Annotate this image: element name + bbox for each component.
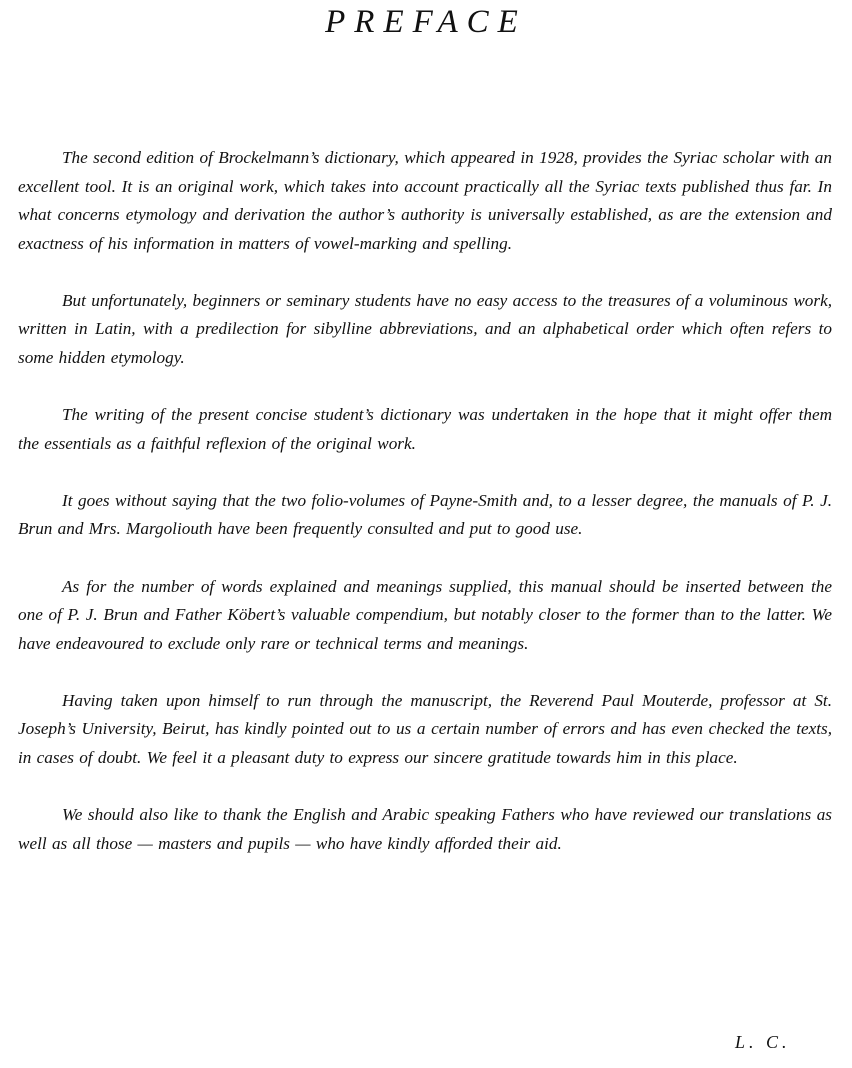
paragraph-4: It goes without saying that the two folio-volumes of Payne-Smith and, to a lesser degree, the manuals of P. J. Brun and Mrs. Margoliouth have been frequently consulted and put to good use.: [18, 490, 832, 539]
preface-body: [18, 144, 832, 887]
paragraph-6: Having taken upon himself to run through the manuscript, the Reverend Paul Mouterde, professor at St. Joseph’s University, Beirut, has kindly pointed out to us a certain number of errors and has even checked the texts, in cases of doubt. We feel it a pleasant duty to express our sincere gratitude towards him in this place.: [18, 690, 832, 767]
paragraph-7: We should also like to thank the English and Arabic speaking Fathers who have reviewed our translations as well as all those — masters and pupils — who have kindly afforded their aid.: [18, 805, 832, 853]
paragraph-3: The writing of the present concise student’s dictionary was undertaken in the hope that it might offer them the essentials as a faithful reflexion of the original work.: [18, 405, 832, 453]
author-signature: L. C.: [735, 1032, 791, 1052]
page-title: PREFACE: [325, 4, 527, 40]
paragraph-1: The second edition of Brockelmann’s dictionary, which appeared in 1928, provides the Syriac scholar with an excellent tool. It is an original work, which takes into account practically all the Syriac texts published thus far. In what concerns etymology and derivation the author’s authority is universally established, as are the extension and exactness of his information in matters of vowel-marking and spelling.: [18, 148, 832, 253]
paragraph-2: But unfortunately, beginners or seminary students have no easy access to the treasures of a voluminous work, written in Latin, with a predilection for sibylline abbreviations, and an alphabetical order which often refers to some hidden etymology.: [18, 290, 832, 368]
paragraph-5: As for the number of words explained and meanings supplied, this manual should be inserted between the one of P. J. Brun and Father Köbert’s valuable compendium, but notably closer to the former than to the latter. We have endeavoured to exclude only rare or technical terms and meanings.: [18, 576, 832, 653]
